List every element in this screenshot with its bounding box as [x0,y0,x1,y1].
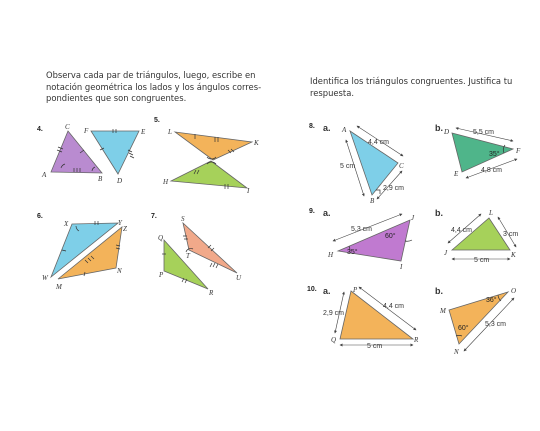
measure-5-3cm-9a: 5,3 cm [351,226,373,233]
vertex-x-label: X [64,220,69,228]
vertex-r-10-label: R [414,336,419,344]
vertex-e-8-label: E [454,170,459,178]
measure-5cm-9b: 5 cm [474,257,490,264]
exercise-9-number: 9. [309,208,315,215]
measure-5cm-10a: 5 cm [367,343,383,350]
measure-5cm-8a: 5 cm [340,163,356,170]
triangle-10b [449,292,508,344]
measure-2-9cm-8a: 2,9 cm [383,185,405,192]
vertex-l-9b-label: L [489,209,493,217]
vertex-e-label: E [141,128,146,136]
vertex-n-10b-label: N [454,348,459,356]
vertex-w-label: W [42,274,48,282]
exercise-5 [154,117,259,195]
exercise-5-number: 5. [154,117,160,124]
exercise-10-number: 10. [307,286,317,293]
angle-36-10b: 36° [486,297,497,304]
vertex-f-8-label: F [516,147,521,155]
triangle-10a [340,291,413,339]
measure-4-8cm-8b: 4,8 cm [481,167,503,174]
vertex-i-label: I [247,187,250,195]
vertex-h-9-label: H [328,251,334,259]
exercise-9-part-a: a. [323,208,331,218]
measure-4-4cm-8a: 4,4 cm [368,139,390,146]
vertex-n-label: N [117,267,122,275]
vertex-u-label: U [236,274,242,282]
triangle-stu [183,223,237,273]
vertex-a-8-label: A [342,126,347,134]
exercise-9 [309,208,518,271]
vertex-r-label: R [209,289,214,297]
measure-3cm-9b: 3 cm [503,231,519,238]
left-instruction-line-2: notación geométrica los lados y los ángulos corres- [46,81,262,92]
vertex-s-label: S [181,215,185,223]
vertex-t-label: T [186,252,190,260]
exercise-8 [309,123,521,205]
exercise-8-number: 8. [309,123,315,130]
measure-5-5cm-8b: 5,5 cm [473,129,495,136]
measure-4-4cm-10a: 4,4 cm [383,303,405,310]
vertex-b-label: B [98,175,103,183]
vertex-f-label: F [84,127,89,135]
triangle-upper-orange [175,132,252,160]
vertex-y-label: Y [118,219,122,227]
exercise-9-part-b: b. [435,208,443,218]
vertex-q-10-label: Q [331,336,337,344]
angle-35-8b: 35° [489,151,500,158]
vertex-a-label: A [42,171,47,179]
left-instruction-line-1: Observa cada par de triángulos, luego, escribe en [46,70,256,80]
measure-4-4cm-9b: 4,4 cm [451,227,473,234]
vertex-b-8-label: B [370,197,375,205]
triangle-lower-green [171,161,247,188]
exercise-6 [37,213,127,291]
exercise-4 [37,123,146,185]
vertex-c-label: C [65,123,70,131]
vertex-j-9b-label: J [444,249,448,257]
vertex-k-label: K [254,139,259,147]
vertex-m-label: M [56,283,62,291]
vertex-l-label: L [168,128,172,136]
left-instruction-line-3: pondientes que son congruentes. [46,93,187,103]
vertex-p-10-label: P [353,286,358,294]
angle-60-10b: 60° [458,325,469,332]
measure-5-3cm-10b: 5,3 cm [485,321,507,328]
measure-2-9cm-10a: 2,9 cm [323,310,345,317]
vertex-i-9-label: I [400,263,403,271]
exercise-4-number: 4. [37,126,43,133]
vertex-c-8-label: C [399,162,404,170]
exercise-8-part-b: b. [435,123,443,133]
exercise-10-part-b: b. [435,286,443,296]
vertex-m-10b-label: M [440,307,446,315]
triangle-def [91,131,139,174]
angle-60-9a: 60° [385,233,396,240]
vertex-p-label: P [159,271,164,279]
exercise-10-part-a: a. [323,286,331,296]
exercise-6-number: 6. [37,213,43,220]
angle-35-9a: 35° [347,249,358,256]
vertex-d-label: D [117,177,123,185]
right-instruction-line-2: respuesta. [310,87,354,98]
exercise-10 [307,286,516,356]
vertex-j-9-label: J [411,214,415,222]
vertex-h-label: H [163,178,169,186]
vertex-k-9b-label: K [511,251,516,259]
exercise-7 [151,213,242,297]
vertex-z-label: Z [123,225,127,233]
exercise-8-part-a: a. [323,123,331,133]
triangle-abc [51,131,102,173]
right-instruction-line-1: Identifica los triángulos congruentes. Justifica tu [310,76,513,86]
vertex-d-8-label: D [444,128,450,136]
exercise-7-number: 7. [151,213,157,220]
vertex-o-10b-label: O [511,287,517,295]
vertex-q-label: Q [158,234,164,242]
